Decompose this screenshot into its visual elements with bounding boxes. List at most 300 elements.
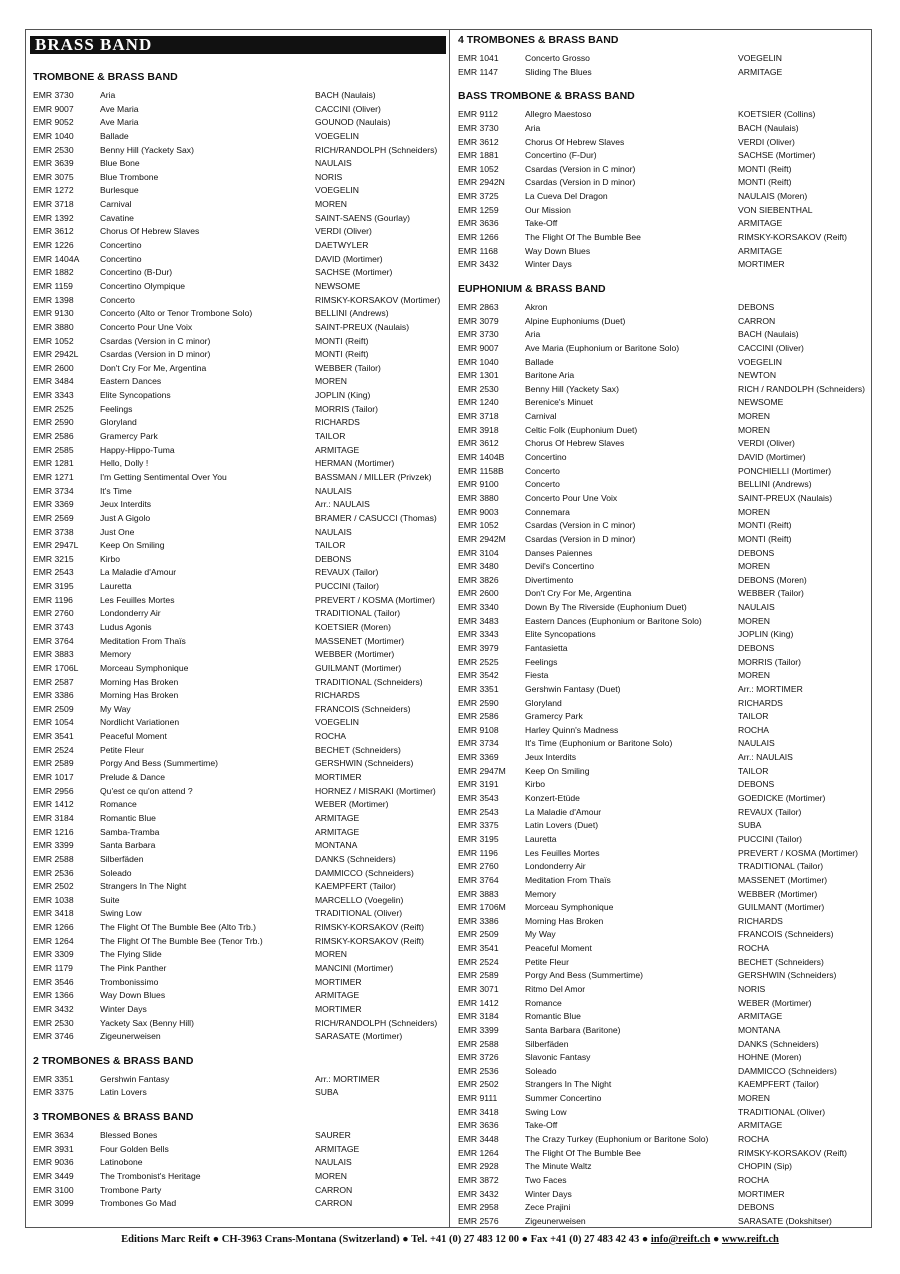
- piece-title: Blue Bone: [100, 158, 140, 169]
- catalog-number: EMR 2942M: [458, 533, 506, 544]
- composer: MARCELLO (Voegelin): [315, 894, 404, 905]
- composer: GERSHWIN (Schneiders): [315, 758, 414, 769]
- catalog-row: [451, 615, 871, 629]
- catalog-number: EMR 3075: [33, 171, 74, 182]
- footer-separator: ●: [712, 1234, 720, 1245]
- composer: VON SIEBENTHAL: [738, 204, 813, 215]
- piece-title: Soleado: [525, 1065, 557, 1076]
- piece-title: Csardas (Version in C minor): [525, 520, 636, 531]
- catalog-number: EMR 2576: [458, 1215, 499, 1226]
- piece-title: Zigeunerweisen: [100, 1031, 161, 1042]
- catalog-row: [26, 130, 448, 144]
- catalog-row: [26, 580, 448, 594]
- piece-title: Concerto: [100, 294, 135, 305]
- composer: RICH/RANDOLPH (Schneiders): [315, 144, 438, 155]
- composer: JOPLIN (King): [738, 629, 794, 640]
- catalog-row: [26, 280, 448, 294]
- catalog-number: EMR 1040: [33, 130, 74, 141]
- piece-title: Our Mission: [525, 204, 571, 215]
- composer: MORTIMER: [315, 976, 362, 987]
- catalog-number: EMR 3730: [458, 329, 499, 340]
- composer: MOREN: [738, 506, 770, 517]
- catalog-number: EMR 2524: [458, 956, 499, 967]
- catalog-number: EMR 3542: [458, 670, 499, 681]
- composer: PONCHIELLI (Mortimer): [738, 465, 832, 476]
- catalog-number: EMR 2525: [458, 656, 499, 667]
- piece-title: Fantasietta: [525, 642, 568, 653]
- piece-title: Ritmo Del Amor: [525, 984, 586, 994]
- catalog-row: [451, 710, 871, 724]
- composer: NAULAIS: [738, 602, 775, 613]
- catalog-number: EMR 3351: [33, 1073, 74, 1084]
- catalog-row: [26, 171, 448, 185]
- piece-title: Way Down Blues: [100, 990, 166, 1001]
- composer: VERDI (Oliver): [738, 136, 795, 147]
- composer: Arr.: MORTIMER: [738, 683, 803, 694]
- composer: DEBONS: [738, 547, 775, 558]
- catalog-number: EMR 1179: [33, 963, 73, 973]
- piece-title: Elite Syncopations: [100, 390, 171, 401]
- composer: SAINT-PREUX (Naulais): [315, 321, 410, 332]
- composer: RIMSKY-KORSAKOV (Reift): [738, 232, 848, 243]
- piece-title: Yackety Sax (Benny Hill): [100, 1017, 194, 1028]
- catalog-row: [26, 212, 448, 226]
- composer: MOREN: [738, 561, 770, 572]
- section-title: 2 TROMBONES & BRASS BAND: [33, 1054, 194, 1067]
- composer: RIMSKY-KORSAKOV (Reift): [315, 922, 425, 933]
- catalog-row: [451, 874, 871, 888]
- catalog-row: [26, 89, 448, 103]
- catalog-row: [451, 1078, 871, 1092]
- composer: DAVID (Mortimer): [315, 253, 383, 264]
- piece-title: Chorus Of Hebrew Slaves: [100, 226, 200, 237]
- catalog-number: EMR 3612: [458, 438, 499, 449]
- piece-title: Don't Cry For Me, Argentina: [525, 588, 632, 599]
- catalog-number: EMR 3343: [33, 390, 74, 401]
- composer: MOREN: [738, 670, 770, 681]
- piece-title: The Flight Of The Bumble Bee: [525, 1147, 641, 1158]
- composer: DAVID (Mortimer): [738, 452, 806, 463]
- catalog-number: EMR 3730: [458, 122, 499, 133]
- composer: VERDI (Oliver): [315, 226, 372, 237]
- composer: DEBONS: [738, 301, 775, 312]
- catalog-number: EMR 3764: [33, 635, 74, 646]
- piece-title: Qu'est ce qu'on attend ?: [100, 785, 193, 796]
- piece-title: Ave Maria: [100, 103, 139, 114]
- catalog-row: [451, 1174, 871, 1188]
- catalog-number: EMR 3432: [458, 259, 499, 270]
- piece-title: Alpine Euphoniums (Duet): [525, 315, 626, 326]
- catalog-row: [451, 328, 871, 342]
- composer: RICHARDS: [738, 915, 783, 926]
- catalog-row: [451, 66, 871, 80]
- composer: SARASATE (Dokshitser): [738, 1215, 832, 1226]
- composer: VOEGELIN: [738, 53, 782, 63]
- catalog-row: [451, 751, 871, 765]
- piece-title: Allegro Maestoso: [525, 109, 592, 120]
- catalog-number: EMR 3612: [458, 136, 499, 147]
- composer: ARMITAGE: [738, 245, 783, 256]
- catalog-number: EMR 1264: [458, 1147, 499, 1158]
- piece-title: Benny Hill (Yackety Sax): [100, 144, 194, 155]
- piece-title: Winter Days: [525, 1188, 572, 1199]
- catalog-number: EMR 3746: [33, 1031, 74, 1042]
- catalog-row: [451, 983, 871, 997]
- catalog-section: [451, 33, 871, 79]
- catalog-number: EMR 9130: [33, 308, 74, 319]
- composer: RICH / RANDOLPH (Schneiders): [738, 383, 866, 394]
- piece-title: Concerto Pour Une Voix: [100, 321, 193, 332]
- catalog-number: EMR 3612: [33, 226, 74, 237]
- catalog-number: EMR 3639: [33, 158, 74, 169]
- piece-title: Feelings: [525, 656, 558, 667]
- catalog-number: EMR 3480: [458, 561, 499, 572]
- catalog-row: [26, 894, 448, 908]
- composer: GERSHWIN (Schneiders): [738, 970, 837, 981]
- composer: MONTI (Reift): [738, 177, 792, 188]
- piece-title: Meditation From Thaïs: [100, 635, 186, 646]
- catalog-number: EMR 2530: [33, 144, 74, 155]
- piece-title: Sliding The Blues: [525, 66, 592, 77]
- catalog-row: [451, 301, 871, 315]
- composer: FRANCOIS (Schneiders): [738, 929, 834, 940]
- composer: MOREN: [315, 1171, 347, 1182]
- composer: KAEMPFERT (Tailor): [315, 881, 396, 892]
- catalog-row: [451, 669, 871, 683]
- piece-title: Santa Barbara: [100, 840, 156, 851]
- catalog-number: EMR 2942N: [458, 177, 505, 188]
- catalog-row: [26, 416, 448, 430]
- catalog-number: EMR 2586: [33, 431, 74, 442]
- catalog-number: EMR 2569: [33, 512, 74, 523]
- composer: WEBER (Mortimer): [315, 799, 389, 810]
- piece-title: Petite Fleur: [525, 956, 569, 967]
- piece-title: Concertino: [100, 253, 142, 264]
- catalog-number: EMR 2543: [458, 806, 499, 817]
- catalog-row: [26, 266, 448, 280]
- catalog-row: [26, 375, 448, 389]
- composer: SUBA: [738, 820, 762, 831]
- footer-web-link[interactable]: www.reift.ch: [721, 1234, 779, 1245]
- composer: MOREN: [315, 199, 347, 210]
- footer-tel: Tel. +41 (0) 27 483 12 00: [411, 1234, 520, 1245]
- piece-title: Les Feuilles Mortes: [525, 847, 600, 858]
- catalog-row: [451, 383, 871, 397]
- piece-title: Gloryland: [525, 697, 562, 708]
- piece-title: Gershwin Fantasy (Duet): [525, 683, 621, 694]
- composer: DANKS (Schneiders): [315, 853, 396, 864]
- catalog-number: EMR 3369: [33, 499, 74, 510]
- catalog-number: EMR 2502: [33, 881, 74, 892]
- catalog-row: [451, 997, 871, 1011]
- composer: BASSMAN / MILLER (Privzek): [315, 471, 432, 482]
- catalog-number: EMR 3340: [458, 602, 499, 613]
- composer: FRANCOIS (Schneiders): [315, 703, 411, 714]
- catalog-number: EMR 3399: [33, 840, 74, 851]
- catalog-row: [26, 785, 448, 799]
- piece-title: The Crazy Turkey (Euphonium or Baritone Solo): [525, 1134, 709, 1145]
- catalog-number: EMR 2588: [33, 853, 74, 864]
- catalog-row: [451, 451, 871, 465]
- composer: CARRON: [315, 1198, 353, 1209]
- composer: ROCHA: [738, 1174, 770, 1185]
- catalog-row: [451, 1038, 871, 1052]
- piece-title: Concerto: [525, 479, 560, 490]
- composer: TRADITIONAL (Oliver): [315, 908, 403, 919]
- piece-title: Peaceful Moment: [100, 731, 167, 742]
- piece-title: Danses Paiennes: [525, 547, 593, 558]
- catalog-number: EMR 2530: [458, 383, 499, 394]
- catalog-number: EMR 2525: [33, 403, 74, 414]
- catalog-number: EMR 3883: [458, 888, 499, 899]
- catalog-row: [451, 928, 871, 942]
- catalog-row: [451, 492, 871, 506]
- catalog-row: [451, 204, 871, 218]
- catalog-row: [451, 245, 871, 259]
- catalog-row: [451, 1051, 871, 1065]
- catalog-row: [451, 1201, 871, 1215]
- piece-title: Devil's Concertino: [525, 561, 594, 572]
- composer: WEBBER (Mortimer): [738, 888, 818, 899]
- piece-title: My Way: [100, 703, 131, 714]
- composer: TRADITIONAL (Schneiders): [315, 676, 423, 687]
- catalog-row: [26, 1086, 448, 1100]
- composer: SARASATE (Mortimer): [315, 1031, 403, 1042]
- composer: NAULAIS (Moren): [738, 191, 808, 202]
- composer: REVAUX (Tailor): [315, 567, 379, 578]
- piece-title: Swing Low: [525, 1106, 567, 1117]
- composer: DEBONS: [315, 553, 352, 564]
- composer: SACHSE (Mortimer): [738, 150, 816, 161]
- catalog-number: EMR 3718: [458, 411, 499, 422]
- catalog-number: EMR 3764: [458, 874, 499, 885]
- composer: MONTI (Reift): [315, 349, 369, 360]
- catalog-number: EMR 2958: [458, 1202, 499, 1213]
- catalog-number: EMR 3099: [33, 1198, 74, 1209]
- catalog-number: EMR 2600: [33, 362, 74, 373]
- catalog-row: [26, 471, 448, 485]
- composer: ROCHA: [738, 943, 770, 954]
- catalog-row: [451, 792, 871, 806]
- composer: RICHARDS: [315, 690, 360, 701]
- footer-fax: Fax +41 (0) 27 483 42 43: [530, 1234, 640, 1245]
- composer: HERMAN (Mortimer): [315, 458, 395, 469]
- composer: NAULAIS: [315, 485, 352, 496]
- catalog-number: EMR 1281: [33, 458, 74, 469]
- catalog-number: EMR 3449: [33, 1171, 74, 1182]
- catalog-row: [26, 853, 448, 867]
- catalog-number: EMR 3375: [458, 820, 499, 831]
- piece-title: Prelude & Dance: [100, 772, 165, 783]
- catalog-number: EMR 9100: [458, 479, 499, 490]
- catalog-number: EMR 3351: [458, 683, 499, 694]
- piece-title: Morning Has Broken: [100, 690, 179, 701]
- piece-title: Ave Maria (Euphonium or Baritone Solo): [525, 342, 680, 353]
- piece-title: Romance: [525, 997, 562, 1008]
- catalog-row: [26, 430, 448, 444]
- catalog-number: EMR 3726: [458, 1052, 499, 1063]
- composer: WEBER (Mortimer): [738, 997, 812, 1008]
- catalog-row: [451, 1010, 871, 1024]
- piece-title: Csardas (Version in C minor): [100, 335, 211, 346]
- catalog-row: [26, 662, 448, 676]
- piece-title: Jeux Interdits: [525, 752, 577, 763]
- piece-title: Keep On Smiling: [525, 765, 590, 776]
- catalog-number: EMR 3883: [33, 649, 74, 660]
- composer: TAILOR: [738, 711, 769, 722]
- catalog-number: EMR 1052: [458, 163, 499, 174]
- catalog-number: EMR 3541: [458, 943, 499, 954]
- piece-title: Concertino Olympique: [100, 280, 186, 291]
- catalog-number: EMR 3386: [458, 915, 499, 926]
- composer: Arr.: MORTIMER: [315, 1073, 380, 1084]
- catalog-number: EMR 1272: [33, 185, 74, 196]
- catalog-number: EMR 3931: [33, 1143, 74, 1154]
- catalog-row: [451, 833, 871, 847]
- catalog-row: [26, 676, 448, 690]
- composer: MORTIMER: [738, 259, 785, 270]
- catalog-row: [451, 547, 871, 561]
- catalog-number: EMR 3734: [33, 485, 74, 496]
- composer: MASSENET (Mortimer): [738, 874, 828, 885]
- catalog-number: EMR 1266: [458, 232, 499, 243]
- composer: TRADITIONAL (Tailor): [738, 861, 824, 872]
- catalog-row: [26, 553, 448, 567]
- composer: NAULAIS: [738, 738, 775, 749]
- composer: CACCINI (Oliver): [315, 103, 381, 114]
- catalog-number: EMR 2587: [33, 676, 74, 687]
- catalog-number: EMR 9007: [458, 342, 499, 353]
- catalog-row: [26, 1073, 448, 1087]
- footer-separator: ●: [402, 1234, 409, 1245]
- piece-title: Londonderry Air: [525, 861, 586, 872]
- composer: MANCINI (Mortimer): [315, 963, 394, 973]
- catalog-section: [26, 1054, 448, 1100]
- piece-title: Take-Off: [525, 218, 558, 229]
- catalog-number: EMR 1404B: [458, 452, 505, 463]
- catalog-row: [451, 765, 871, 779]
- catalog-number: EMR 1412: [33, 799, 74, 810]
- piece-title: Concertino: [100, 240, 142, 251]
- composer: HORNEZ / MISRAKI (Mortimer): [315, 785, 436, 796]
- piece-title: Don't Cry For Me, Argentina: [100, 362, 207, 373]
- composer: CARRON: [315, 1184, 353, 1195]
- piece-title: Aria: [525, 329, 541, 340]
- composer: WEBBER (Tailor): [315, 362, 381, 373]
- footer-email-link[interactable]: info@reift.ch: [650, 1234, 711, 1245]
- catalog-section: [26, 1110, 448, 1211]
- composer: JOPLIN (King): [315, 390, 371, 401]
- catalog-number: EMR 1168: [458, 245, 498, 256]
- catalog-number: EMR 9108: [458, 724, 499, 735]
- catalog-number: EMR 2760: [33, 608, 74, 619]
- piece-title: Baritone Aria: [525, 370, 575, 381]
- catalog-row: [26, 730, 448, 744]
- composer: TAILOR: [738, 765, 769, 776]
- catalog-number: EMR 3826: [458, 574, 499, 585]
- catalog-row: [26, 839, 448, 853]
- right-section-stack: [451, 33, 871, 1229]
- catalog-number: EMR 2589: [33, 758, 74, 769]
- piece-title: Concerto Pour Une Voix: [525, 492, 618, 503]
- piece-title: Memory: [525, 888, 557, 899]
- catalog-number: EMR 2536: [33, 867, 74, 878]
- composer: RICHARDS: [738, 697, 783, 708]
- catalog-number: EMR 2530: [33, 1017, 74, 1028]
- composer: ARMITAGE: [315, 812, 360, 823]
- composer: ARMITAGE: [738, 1120, 783, 1131]
- piece-title: Petite Fleur: [100, 744, 144, 755]
- piece-title: Harley Quinn's Madness: [525, 724, 619, 735]
- composer: MONTI (Reift): [738, 163, 792, 174]
- catalog-row: [26, 307, 448, 321]
- piece-title: La Maladie d'Amour: [525, 806, 602, 817]
- catalog-row: [26, 335, 448, 349]
- piece-title: Concertino (F-Dur): [525, 150, 597, 161]
- catalog-row: [451, 683, 871, 697]
- catalog-number: EMR 1038: [33, 894, 74, 905]
- catalog-row: [451, 806, 871, 820]
- piece-title: Csardas (Version in D minor): [525, 177, 636, 188]
- piece-title: Feelings: [100, 403, 133, 414]
- piece-title: My Way: [525, 929, 556, 940]
- catalog-number: EMR 3399: [458, 1024, 499, 1035]
- piece-title: The Flight Of The Bumble Bee (Alto Trb.): [100, 922, 257, 933]
- piece-title: Summer Concertino: [525, 1093, 602, 1104]
- composer: CACCINI (Oliver): [738, 342, 804, 353]
- composer: BRAMER / CASUCCI (Thomas): [315, 512, 437, 523]
- catalog-number: EMR 2588: [458, 1038, 499, 1049]
- composer: ARMITAGE: [315, 444, 360, 455]
- column-divider: [449, 29, 450, 1228]
- catalog-row: [26, 921, 448, 935]
- catalog-row: [26, 362, 448, 376]
- catalog-row: [451, 1119, 871, 1133]
- piece-title: Strangers In The Night: [100, 881, 187, 892]
- catalog-number: EMR 3880: [458, 492, 499, 503]
- piece-title: Connemara: [525, 506, 570, 517]
- catalog-number: EMR 1404A: [33, 253, 80, 264]
- composer: CARRON: [738, 315, 776, 326]
- catalog-row: [451, 176, 871, 190]
- catalog-row: [451, 942, 871, 956]
- piece-title: Porgy And Bess (Summertime): [100, 758, 218, 769]
- catalog-row: [26, 771, 448, 785]
- catalog-row: [451, 506, 871, 520]
- piece-title: Kirbo: [100, 553, 121, 564]
- catalog-number: EMR 2863: [458, 301, 499, 312]
- catalog-number: EMR 3184: [458, 1011, 499, 1022]
- catalog-row: [451, 108, 871, 122]
- catalog-row: [26, 1197, 448, 1211]
- piece-title: Burlesque: [100, 185, 139, 196]
- catalog-row: [26, 635, 448, 649]
- catalog-number: EMR 2947L: [33, 540, 79, 551]
- catalog-number: EMR 2600: [458, 588, 499, 599]
- catalog-row: [451, 956, 871, 970]
- catalog-row: [26, 962, 448, 976]
- catalog-row: [26, 1184, 448, 1198]
- catalog-row: [451, 217, 871, 231]
- piece-title: Csardas (Version in C minor): [525, 163, 636, 174]
- composer: MOREN: [738, 615, 770, 626]
- catalog-number: EMR 2589: [458, 970, 499, 981]
- catalog-row: [26, 703, 448, 717]
- catalog-row: [451, 424, 871, 438]
- catalog-row: [26, 1129, 448, 1143]
- composer: VOEGELIN: [315, 130, 359, 141]
- piece-title: La Maladie d'Amour: [100, 567, 177, 578]
